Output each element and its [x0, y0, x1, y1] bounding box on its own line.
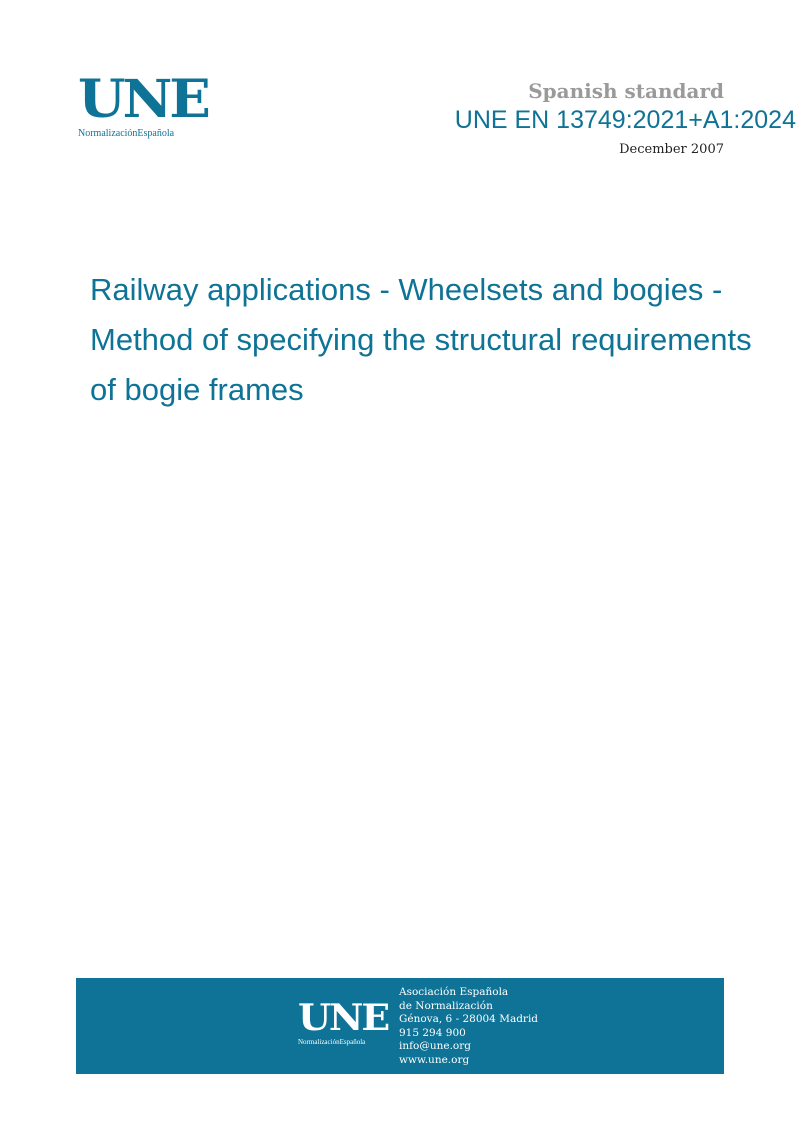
une-footer-logo-mark: UNE: [298, 997, 389, 1039]
document-title: Railway applications - Wheelsets and bogies - Method of specifying the structural requirements of bogie frames: [90, 272, 752, 407]
contact-address: Génova, 6 - 28004 Madrid: [399, 1013, 539, 1026]
une-logo: [78, 69, 208, 139]
contact-org-line-1: Asociación Española: [399, 986, 509, 998]
tagline-part-2: Española: [137, 128, 175, 139]
contact-website[interactable]: www.une.org: [399, 1053, 470, 1066]
une-footer-logo: [298, 997, 389, 1046]
footer-band: [76, 978, 724, 1074]
footer-tagline-part-2: Española: [339, 1038, 366, 1046]
footer-tagline-part-1: Normalización: [298, 1038, 340, 1046]
une-footer-logo-tagline: [298, 1038, 384, 1046]
contact-block: [399, 986, 538, 1068]
contact-org-line-2: de Normalización: [399, 999, 493, 1012]
contact-email[interactable]: info@une.org: [399, 1040, 471, 1053]
contact-phone: 915 294 900: [399, 1026, 466, 1039]
une-logo-mark: UNE: [78, 69, 208, 130]
standard-date: December 2007: [619, 142, 724, 157]
document-kind-block: [528, 78, 724, 104]
standard-identifier: UNE EN 13749:2021+A1:2024: [454, 106, 796, 134]
tagline-part-1: Normalización: [78, 128, 138, 139]
document-kind: Spanish standard: [528, 79, 724, 103]
